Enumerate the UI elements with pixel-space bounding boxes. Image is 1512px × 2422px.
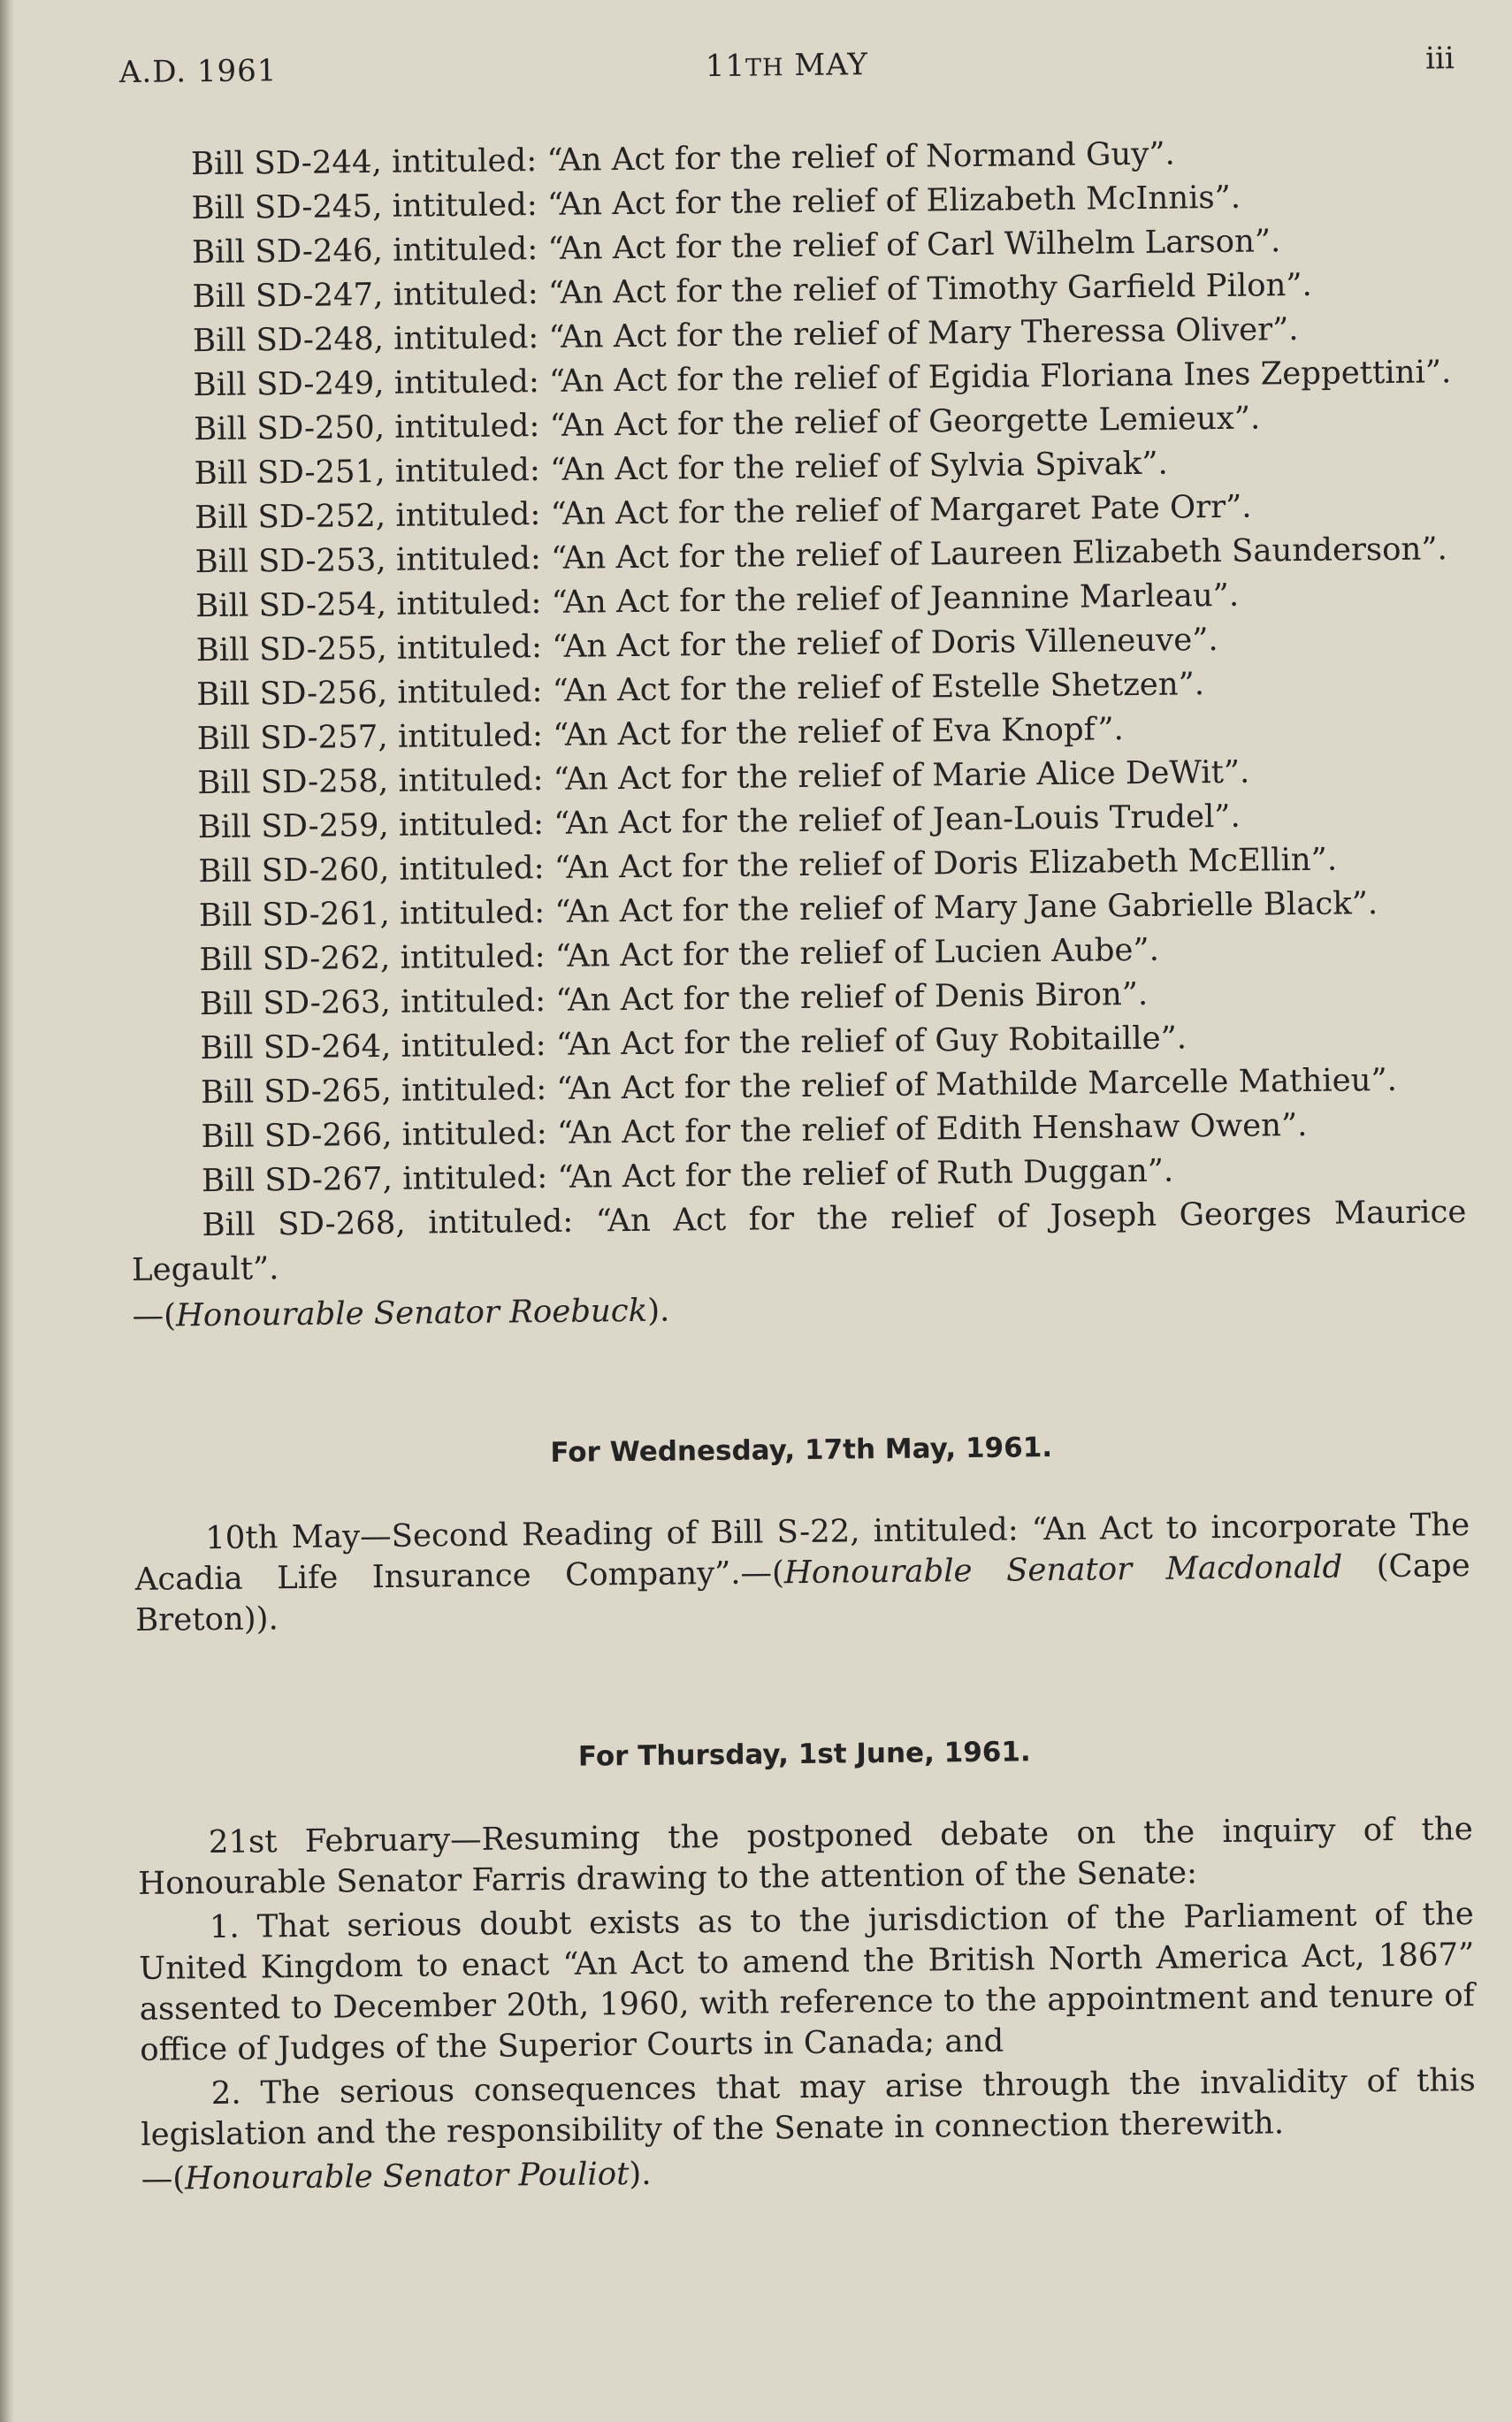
inquiry-point-2: 2. The serious consequences that may arise through the invalidity of this legislation and the responsibility of the Senate in connection therewith.: [141, 2062, 1476, 2153]
bill-number: Bill SD-268,: [202, 1204, 406, 1244]
header-day-suffix: TH: [745, 54, 784, 82]
header-date: [119, 41, 1455, 90]
bill-title: intituled: “An Act for the relief of Laureen Elizabeth Saunderson”.: [395, 531, 1448, 578]
bill-number: Bill SD-248,: [192, 320, 385, 360]
bill-number: Bill SD-249,: [193, 364, 385, 404]
orders-of-the-day: [120, 129, 1477, 2204]
page-number: iii: [1424, 41, 1455, 77]
bill-number: Bill SD-260,: [198, 851, 390, 890]
bill-number: Bill SD-250,: [193, 409, 386, 448]
order-item-tail: (Cape Breton)).: [134, 1547, 1470, 1639]
attribution-close: ).: [646, 1292, 670, 1329]
bill-title: intituled: “An Act for the relief of Carl Wilhelm Larson”.: [392, 223, 1281, 269]
header-month: MAY: [794, 47, 869, 83]
bill-title: intituled: “An Act for the relief of Marie Alice DeWit”.: [398, 753, 1250, 799]
bill-number: Bill SD-265,: [200, 1072, 393, 1112]
bill-title: intituled: “An Act for the relief of Egidia Floriana Ines Zeppettini”.: [393, 354, 1452, 401]
bill-number: Bill SD-259,: [197, 806, 389, 846]
bill-title: intituled: “An Act for the relief of Estelle Shetzen”.: [397, 666, 1205, 711]
bill-number: Bill SD-245,: [191, 187, 383, 227]
bill-title: intituled: “An Act for the relief of Jean-Louis Trudel”.: [398, 798, 1241, 844]
attribution-open: —(: [141, 2160, 186, 2197]
bill-number: Bill SD-263,: [199, 983, 392, 1023]
bill-number: Bill SD-267,: [201, 1160, 393, 1200]
bill-title: intituled: “An Act for the relief of Jeannine Marleau”.: [396, 577, 1240, 623]
attribution-senator: Honourable Senator Roebuck: [175, 1292, 648, 1334]
attribution-open: —(: [132, 1297, 177, 1334]
bill-number: Bill SD-266,: [201, 1116, 393, 1156]
bill-number: Bill SD-252,: [194, 497, 386, 537]
bill-title: intituled: “An Act for the relief of Elizabeth McInnis”.: [392, 179, 1241, 225]
header-year: A.D. 1961: [118, 53, 278, 90]
bill-number: Bill SD-257,: [196, 718, 388, 758]
attribution-close: ).: [629, 2155, 652, 2193]
bill-title: intituled: “An Act for the relief of Edith Henshaw Owen”.: [401, 1106, 1308, 1153]
bill-title: intituled: “An Act for the relief of Doris Elizabeth McEllin”.: [399, 841, 1338, 888]
bill-title: intituled: “An Act for the relief of Georgette Lemieux”.: [394, 400, 1261, 446]
bill-number: Bill SD-247,: [192, 276, 384, 316]
bill-number: Bill SD-254,: [195, 585, 387, 625]
bill-title: intituled: “An Act for the relief of Mary Theressa Oliver”.: [393, 311, 1299, 357]
bill-title: intituled: “An Act for the relief of Denis Biron”.: [400, 975, 1149, 1020]
document-page: [118, 0, 1479, 2422]
bill-title: intituled: “An Act for the relief of Timothy Garfield Pilon”.: [393, 266, 1313, 313]
page-binding-edge: [0, 0, 14, 2422]
bill-title: intituled: “An Act for the relief of Mary Jane Gabrielle Black”.: [399, 885, 1378, 932]
bill-title: intituled: “An Act for the relief of Guy Robitaille”.: [401, 1020, 1187, 1065]
bill-number: Bill SD-253,: [195, 541, 386, 581]
section-heading-thursday: For Thursday, 1st June, 1961.: [577, 1736, 1031, 1773]
inquiry-point-1: 1. That serious doubt exists as to the jurisdiction of the Parliament of the United Kingdom to enact “An Act to amend the British North America Act, 1867” assented to December 20th, 1960, with reference to the appointment and tenure of office of Judges of the Superior Courts in Canada; and: [139, 1896, 1475, 2068]
bill-title: intituled: “An Act for the relief of Sylvia Spivak”.: [394, 445, 1168, 490]
order-item-bill-s22: [134, 1505, 1470, 1641]
bill-title: intituled: “An Act for the relief of Joseph Georges Maurice Legault”.: [131, 1194, 1467, 1288]
bill-title: intituled: “An Act for the relief of Normand Guy”.: [391, 135, 1175, 180]
bills-list: [120, 129, 1468, 1341]
bill-number: Bill SD-258,: [197, 762, 389, 802]
bill-number: Bill SD-255,: [195, 630, 387, 669]
bill-number: Bill SD-246,: [191, 232, 384, 271]
bill-title: intituled: “An Act for the relief of Eva Knopf”.: [397, 711, 1125, 755]
bill-title: intituled: “An Act for the relief of Margaret Pate Orr”.: [395, 488, 1252, 534]
bill-entry: [131, 1190, 1467, 1293]
bill-number: Bill SD-262,: [199, 939, 391, 979]
inquiry-intro: 21st February—Resuming the postponed debate on the inquiry of the Honourable Senator Farris drawing to the attention of the Senate:: [138, 1811, 1473, 1902]
section-heading-wednesday: For Wednesday, 17th May, 1961.: [550, 1432, 1053, 1469]
header-day: 11: [705, 48, 746, 85]
bill-title: intituled: “An Act for the relief of Lucien Aube”.: [400, 931, 1160, 976]
running-header: [119, 41, 1455, 99]
bill-number: Bill SD-251,: [194, 453, 386, 493]
bill-title: intituled: “An Act for the relief of Doris Villeneuve”.: [396, 622, 1218, 667]
bill-number: Bill SD-256,: [196, 674, 388, 714]
bill-title: intituled: “An Act for the relief of Ruth Duggan”.: [401, 1152, 1174, 1197]
bill-number: Bill SD-244,: [190, 143, 383, 183]
order-item-senator: Honourable Senator Macdonald: [783, 1548, 1343, 1592]
order-item-text: 10th May—Second Reading of Bill S-22, intituled: “An Act to incorporate The Acadia Life Insurance Company”.—(: [134, 1507, 1470, 1598]
bill-number: Bill SD-264,: [200, 1028, 392, 1067]
attribution-senator: Honourable Senator Pouliot: [184, 2156, 630, 2197]
bill-number: Bill SD-261,: [198, 895, 390, 935]
bill-title: intituled: “An Act for the relief of Mathilde Marcelle Mathieu”.: [401, 1061, 1398, 1109]
